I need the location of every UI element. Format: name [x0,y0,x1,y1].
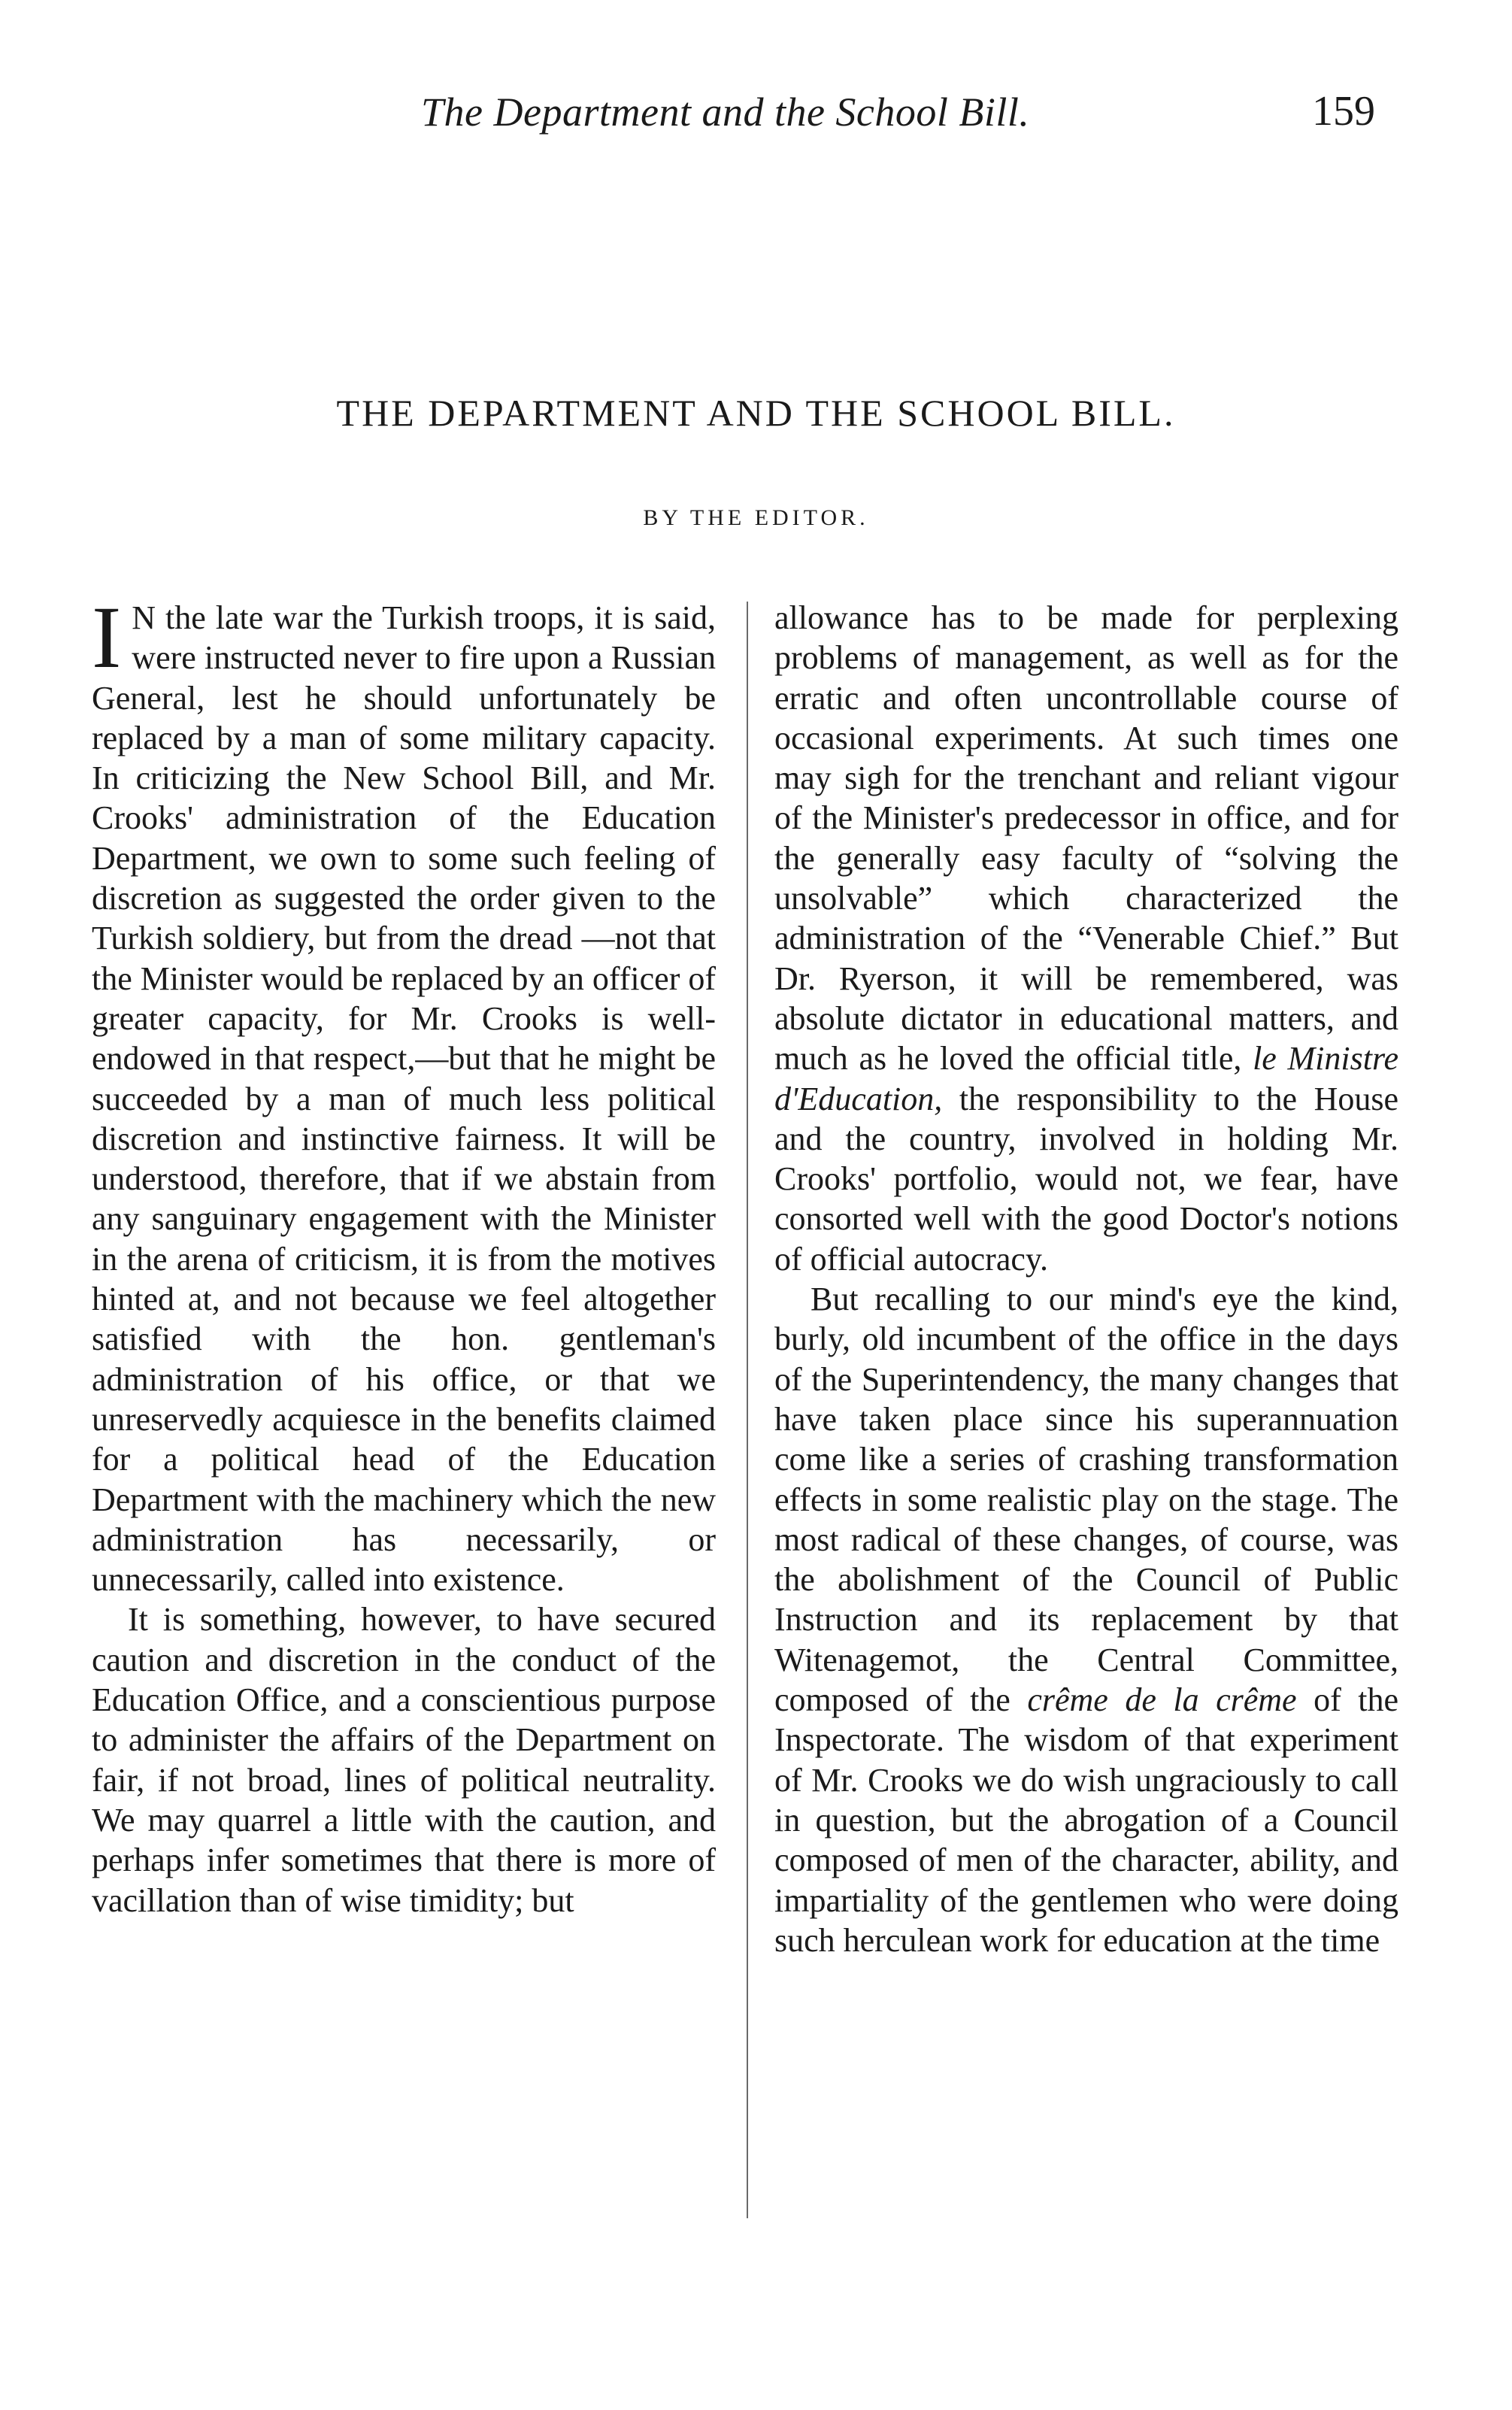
page-number: 159 [1312,88,1375,135]
paragraph-text: allowance has to be made for perplexing problems of management, as well as for the erratic and often uncontrollable course of occasional experiments. At such times one may sigh for the trenchant and reliant vigour of the Minister's predecessor in office, and for the generally easy faculty of “solving the unsolvable” which characterized the administration of the “Venerable Chief.” But Dr. Ryerson, it will be remembered, was absolute dictator in educational matters, and much as he loved the official title, [774,599,1398,1078]
paragraph [92,1599,716,1920]
running-head: The Department and the School Bill. [421,89,1030,135]
paragraph-text: N the late war the Turkish troops, it is said, were instructed never to fire upon a Russian General, lest he should unfortunately be replaced by a man of some military capacity. In criticizing the New School Bill, and Mr. Crooks' administration of the Education Department, we own to some such feeling of discretion as suggested the order given to the Turkish soldiery, but from the dread —not that the Minister would be replaced by an officer of greater capacity, for Mr. Crooks is well-endowed in that respect,—but that he might be succeeded by a man of much less political discretion and instinctive fairness. It will be understood, therefore, that if we abstain from any sanguinary engagement with the Minister in the arena of criticism, it is from the motives hinted at, and not because we feel altogether satisfied with the hon. gentleman's administration of his office, or that we unreservedly acquiesce in the benefits claimed for a political head of the Education Department with the machinery which the new administration has necessarily, or unnecessarily, called into existence. [92,599,717,1599]
column-rule [747,602,748,2218]
paragraph [92,588,717,1599]
paragraph-text: It is something, however, to have secured caution and discretion in the conduct of the Education Office, and a conscientious purpose to administer the affairs of the Department on fair, if not broad, lines of political neutrality. We may quarrel a little with the caution, and perhaps infer sometimes that there is more of vacillation than of wise timidity; but [92,1601,716,1919]
byline: BY THE EDITOR. [643,505,869,530]
paragraph [774,1279,1398,1960]
paragraph-text: the responsibility to the House and the country, involved in holding Mr. Crooks' portfolio, would not, we fear, have consorted well with the good Doctor's notions of official autocracy. [774,1080,1398,1278]
article-title: THE DEPARTMENT AND THE SCHOOL BILL. [336,392,1176,434]
left-column [92,588,717,1920]
right-column [774,598,1398,1960]
paragraph-text: But recalling to our mind's eye the kind, burly, old incumbent of the office in the days of the Superintendency, the many changes that have taken place since his superannuation come like a series of crashing transformation effects in some realistic play on the stage. The most radical of these changes, of course, was the abolishment of the Council of Public Instruction and its replacement by that Witenagemot, the Central Committee, composed of the [774,1281,1398,1719]
italic-phrase: crême de la crême [1027,1681,1297,1719]
paragraph-text: of the Inspectorate. The wisdom of that experiment of Mr. Crooks we do wish ungraciously to call in question, but the abrogation of a Council composed of men of the character, ability, and impartiality of the gentlemen who were doing such herculean work for education at the time [774,1681,1399,1959]
italic-phrase: le Ministre d'Education, [774,1040,1398,1117]
paragraph [774,598,1398,1279]
drop-cap: I [92,588,122,687]
